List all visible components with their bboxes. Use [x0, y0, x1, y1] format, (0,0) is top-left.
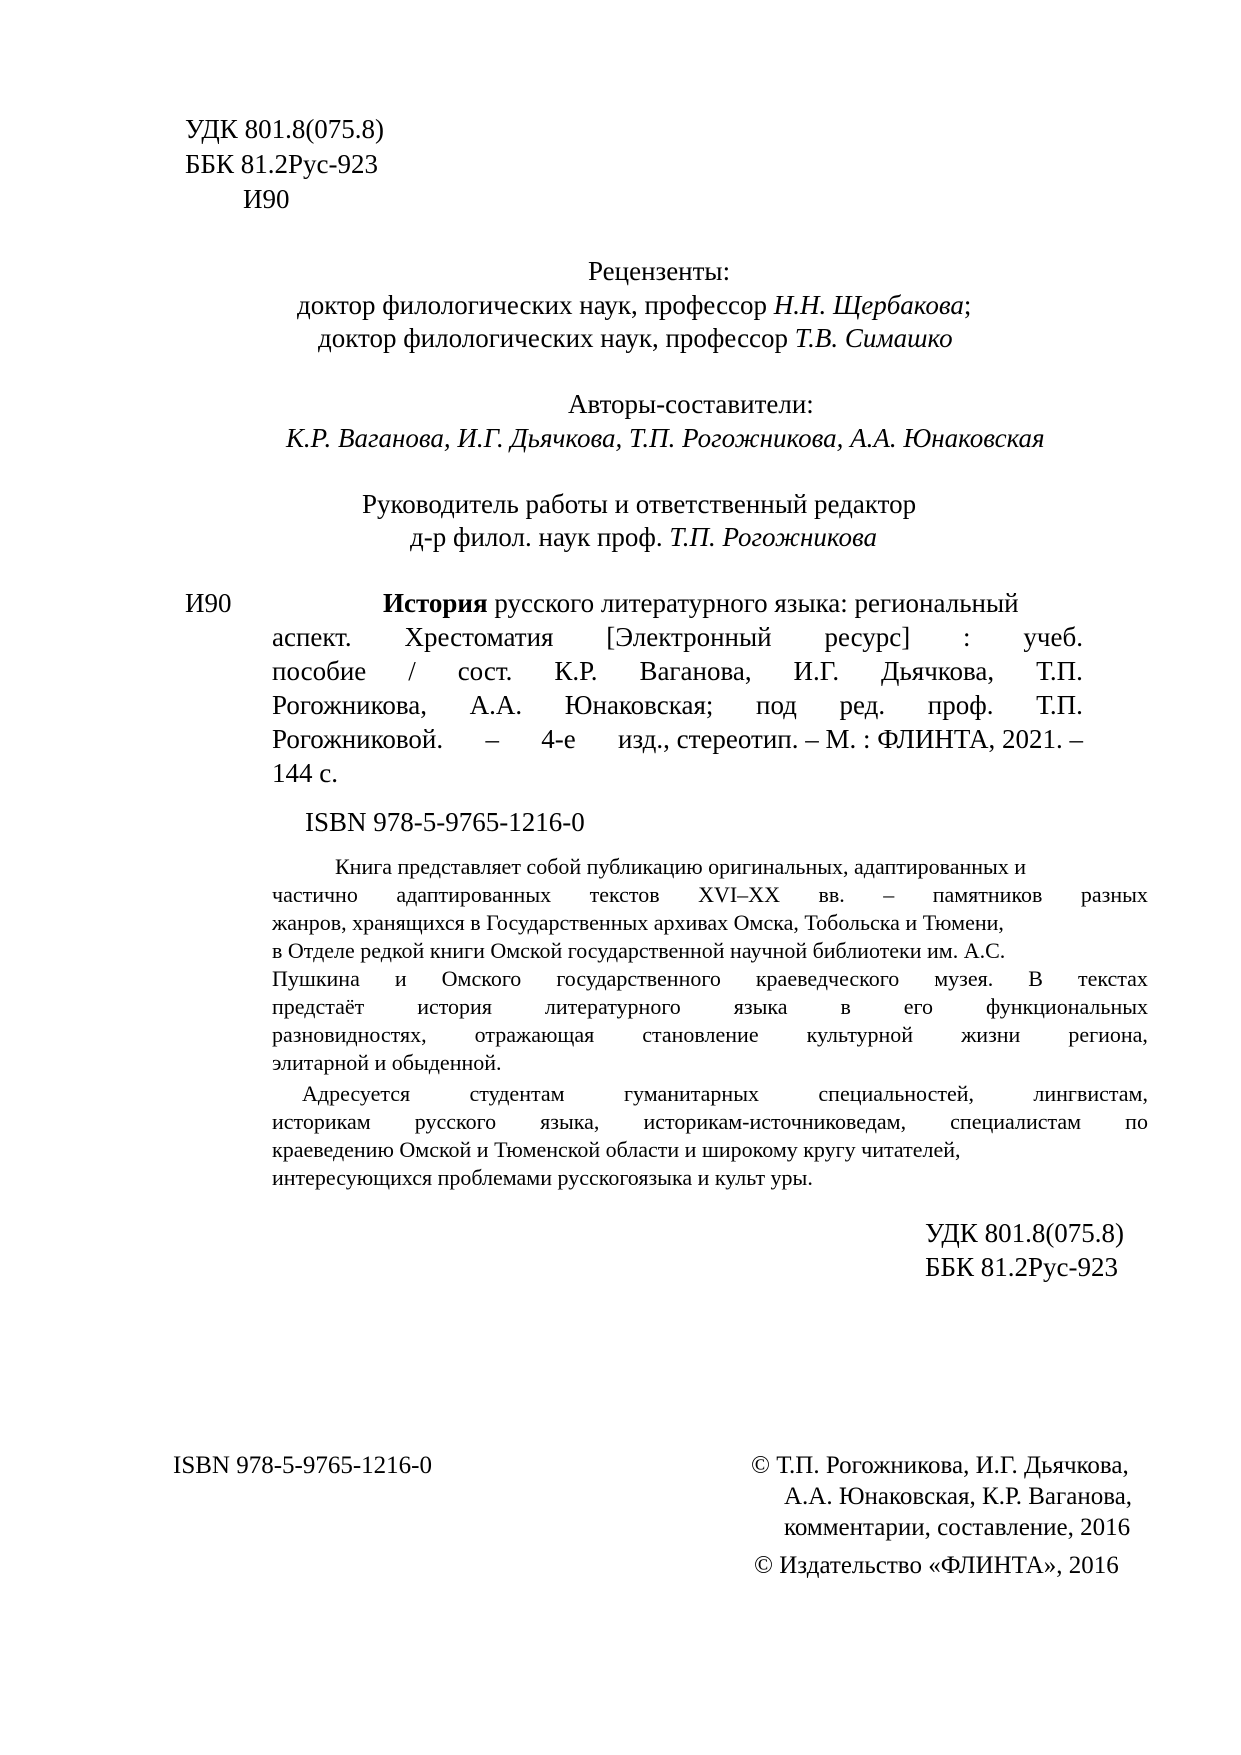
bib-word: ресурс] — [824, 622, 911, 652]
annotation-word: становление — [642, 1022, 759, 1047]
annotation-word: специалистам — [950, 1109, 1082, 1134]
bib-word: ред. — [839, 690, 886, 720]
bib-pages: 144 с. — [272, 758, 338, 788]
bib-word: изд., стереотип. – М. : ФЛИНТА, 2021. – — [618, 724, 1083, 754]
annotation-word: краеведческого — [755, 966, 900, 991]
bib-title-rest: русского литературного языка: региональный — [494, 588, 1019, 618]
annotation-word: государственного — [556, 966, 721, 991]
annotation-word: разных — [1080, 882, 1148, 907]
bib-word: Т.П. — [1036, 656, 1083, 686]
reviewer-2-name: Т.В. Симашко — [794, 323, 953, 353]
annotation-word: историкам — [272, 1109, 371, 1134]
bib-word: сост. — [457, 656, 513, 686]
copyright-authors-line-2: А.А. Юнаковская, К.Р. Ваганова, — [784, 1483, 1133, 1510]
bib-word: : — [963, 622, 971, 652]
bib-word: под — [756, 690, 797, 720]
annotation-text: в Отделе редкой книги Омской государственной научной библиотеки им. А.С. — [272, 938, 1006, 963]
annotation-word: в — [840, 994, 851, 1019]
annotation-word: студентам — [469, 1081, 565, 1106]
compilers-heading: Авторы-составители: — [568, 389, 814, 419]
annotation-word: литературного — [544, 994, 681, 1019]
annotation-word: гуманитарных — [623, 1081, 759, 1106]
bib-word: проф. — [927, 690, 994, 720]
copyright-authors-line-1: © Т.П. Рогожникова, И.Г. Дьячкова, — [751, 1452, 1129, 1479]
annotation-word: памятников — [932, 882, 1043, 907]
compilers-names: К.Р. Ваганова, И.Г. Дьячкова, Т.П. Рогожникова, А.А. Юнаковская — [286, 423, 1045, 453]
bib-line-1 — [383, 587, 1083, 620]
annotation-p1-line-4 — [272, 937, 1148, 964]
bib-word: К.Р. — [554, 656, 598, 686]
annotation-word: Адресуется — [302, 1081, 411, 1106]
annotation-word: и — [394, 966, 407, 991]
bib-word: Юнаковская; — [564, 690, 714, 720]
annotation-word: частично — [272, 882, 358, 907]
bib-word: аспект. — [272, 622, 352, 652]
bib-line-3 — [272, 655, 1083, 688]
annotation-word: его — [903, 994, 934, 1019]
annotation-word: жизни — [961, 1022, 1021, 1047]
annotation-word: языка — [733, 994, 788, 1019]
bib-word: – — [485, 724, 499, 754]
annotation-word: по — [1125, 1109, 1148, 1134]
annotation-word: региона, — [1068, 1022, 1148, 1047]
editor-name: Т.П. Рогожникова — [669, 522, 877, 552]
annotation-text: жанров, хранящихся в Государственных архивах Омска, Тобольска и Тюмени, — [272, 910, 1004, 935]
annotation-word: история — [417, 994, 492, 1019]
annotation-word: Пушкина — [272, 966, 360, 991]
annotation-word: историкам-источниковедам, — [643, 1109, 907, 1134]
annotation-text: краеведению Омской и Тюменской области и широкому кругу читателей, — [272, 1137, 961, 1162]
bib-title-bold: История — [383, 588, 488, 618]
annotation-word: культурной — [806, 1022, 914, 1047]
bib-word: А.А. — [469, 690, 523, 720]
bib-word: / — [408, 656, 416, 686]
reviewer-2 — [318, 322, 953, 355]
annotation-p2-line-1 — [302, 1080, 1148, 1107]
reviewer-2-title: доктор филологических наук, профессор — [318, 323, 795, 353]
annotation-p2-line-2 — [272, 1108, 1148, 1135]
reviewer-1-title: доктор филологических наук, профессор — [297, 290, 774, 320]
annotation-word: вв. — [818, 882, 845, 907]
bbk-code-top: ББК 81.2Рус-923 — [185, 149, 379, 179]
editor-line — [410, 521, 877, 554]
annotation-word: Омского — [441, 966, 522, 991]
annotation-word: специальностей, — [818, 1081, 974, 1106]
bib-word: [Электронный — [606, 622, 772, 652]
annotation-p1-line-5 — [272, 965, 1148, 992]
annotation-text: Книга представляет собой публикацию оригинальных, адаптированных и — [335, 854, 1027, 879]
bib-word: Т.П. — [1036, 690, 1083, 720]
annotation-word: разновидностях, — [272, 1022, 427, 1047]
bib-word: Дьячкова, — [881, 656, 995, 686]
bib-word: Ваганова, — [639, 656, 752, 686]
reviewer-1-name: Н.Н. Щербакова — [773, 290, 964, 320]
annotation-p2-line-4: интересующихся проблемами русскогоязыка и культ уры. — [272, 1165, 813, 1190]
annotation-word: текстов — [589, 882, 660, 907]
annotation-p1-line-2 — [272, 881, 1148, 908]
annotation-word: адаптированных — [396, 882, 552, 907]
annotation-word: – — [883, 882, 895, 907]
annotation-word: отражающая — [474, 1022, 595, 1047]
bib-line-5 — [272, 723, 1083, 756]
bib-word: пособие — [272, 656, 367, 686]
annotation-p2-line-3 — [272, 1136, 1148, 1163]
bib-word: учеб. — [1023, 622, 1083, 652]
bib-line-4 — [272, 689, 1083, 722]
bib-word: 4-е — [541, 724, 576, 754]
annotation-word: предстаёт — [272, 994, 365, 1019]
annotation-word: функциональных — [985, 994, 1148, 1019]
reviewers-heading: Рецензенты: — [588, 256, 731, 286]
annotation-p1-line-1 — [335, 853, 1148, 880]
annotation-p1-line-8: элитарной и обыденной. — [272, 1050, 502, 1075]
annotation-p1-line-3 — [272, 909, 1148, 936]
bib-word: Хрестоматия — [404, 622, 554, 652]
annotation-p1-line-6 — [272, 993, 1148, 1020]
bib-isbn: ISBN 978-5-9765-1216-0 — [305, 807, 585, 837]
annotation-p1-line-7 — [272, 1021, 1148, 1048]
copyright-authors-line-3: комментарии, составление, 2016 — [784, 1514, 1131, 1541]
annotation-word: русского — [414, 1109, 497, 1134]
annotation-word: текстах — [1077, 966, 1148, 991]
copyright-publisher: © Издательство «ФЛИНТА», 2016 — [754, 1552, 1119, 1579]
footer-isbn: ISBN 978-5-9765-1216-0 — [173, 1452, 433, 1479]
editor-heading: Руководитель работы и ответственный редактор — [362, 489, 917, 519]
udk-code-bottom: УДК 801.8(075.8) — [925, 1218, 1125, 1248]
bib-author-mark: И90 — [185, 588, 232, 618]
author-mark-top: И90 — [243, 184, 290, 214]
annotation-word: музея. — [934, 966, 994, 991]
editor-degree: д-р филол. наук проф. — [410, 522, 670, 552]
bib-line-2 — [272, 621, 1083, 654]
bib-word: Рогожниковой. — [272, 724, 444, 754]
bib-word: Рогожникова, — [272, 690, 427, 720]
reviewer-1 — [297, 289, 971, 322]
annotation-word: В — [1028, 966, 1043, 991]
udk-code-top: УДК 801.8(075.8) — [185, 114, 385, 144]
annotation-word: языка, — [540, 1109, 600, 1134]
bbk-code-bottom: ББК 81.2Рус-923 — [925, 1252, 1119, 1282]
bib-word: И.Г. — [793, 656, 840, 686]
reviewer-1-suffix: ; — [963, 290, 972, 320]
annotation-word: лингвистам, — [1033, 1081, 1148, 1106]
annotation-word: XVI–XX — [698, 882, 780, 907]
